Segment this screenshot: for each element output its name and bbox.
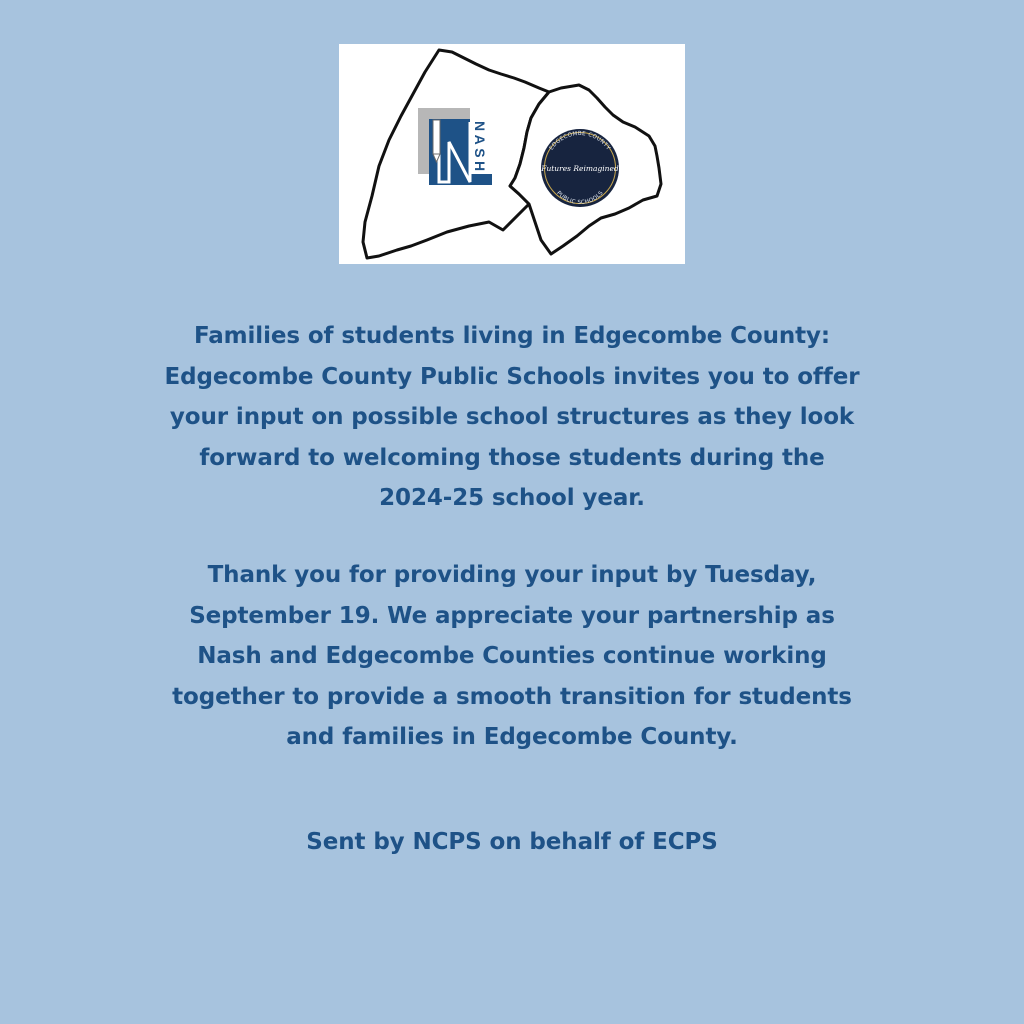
- text-line: Edgecombe County Public Schools invites you to offer: [164, 363, 860, 390]
- signoff-text: Sent by NCPS on behalf of ECPS: [306, 829, 718, 855]
- text-line: 2024-25 school year.: [379, 485, 645, 511]
- text-line: together to provide a smooth transition for students: [172, 683, 852, 710]
- thank-you-paragraph: [112, 555, 912, 758]
- text-line: Families of students living in Edgecombe County:: [193, 323, 831, 349]
- county-map-graphic: [339, 44, 685, 264]
- text-line: your input on possible school structures as they look: [169, 404, 855, 430]
- seal-text-middle: Futures Reimagined: [541, 164, 619, 173]
- text-line: forward to welcoming those students during the: [199, 444, 825, 471]
- text-line: Nash and Edgecombe Counties continue working: [197, 643, 827, 669]
- text-line: September 19. We appreciate your partnership as: [189, 602, 835, 629]
- nash-logo: [418, 108, 492, 185]
- seal-text-bottom: PUBLIC SCHOOLS: [555, 190, 605, 207]
- announcement-paragraph: [112, 316, 912, 519]
- pencil-icon: [433, 120, 440, 162]
- text-line: and families in Edgecombe County.: [286, 724, 738, 750]
- seal-text-top: EDGECOMBE COUNTY: [548, 130, 612, 152]
- counties-logo: [339, 44, 685, 264]
- text-line: Thank you for providing your input by Tuesday,: [207, 562, 817, 588]
- signoff-line: [112, 822, 912, 863]
- nash-logo-text: NASH: [472, 121, 488, 175]
